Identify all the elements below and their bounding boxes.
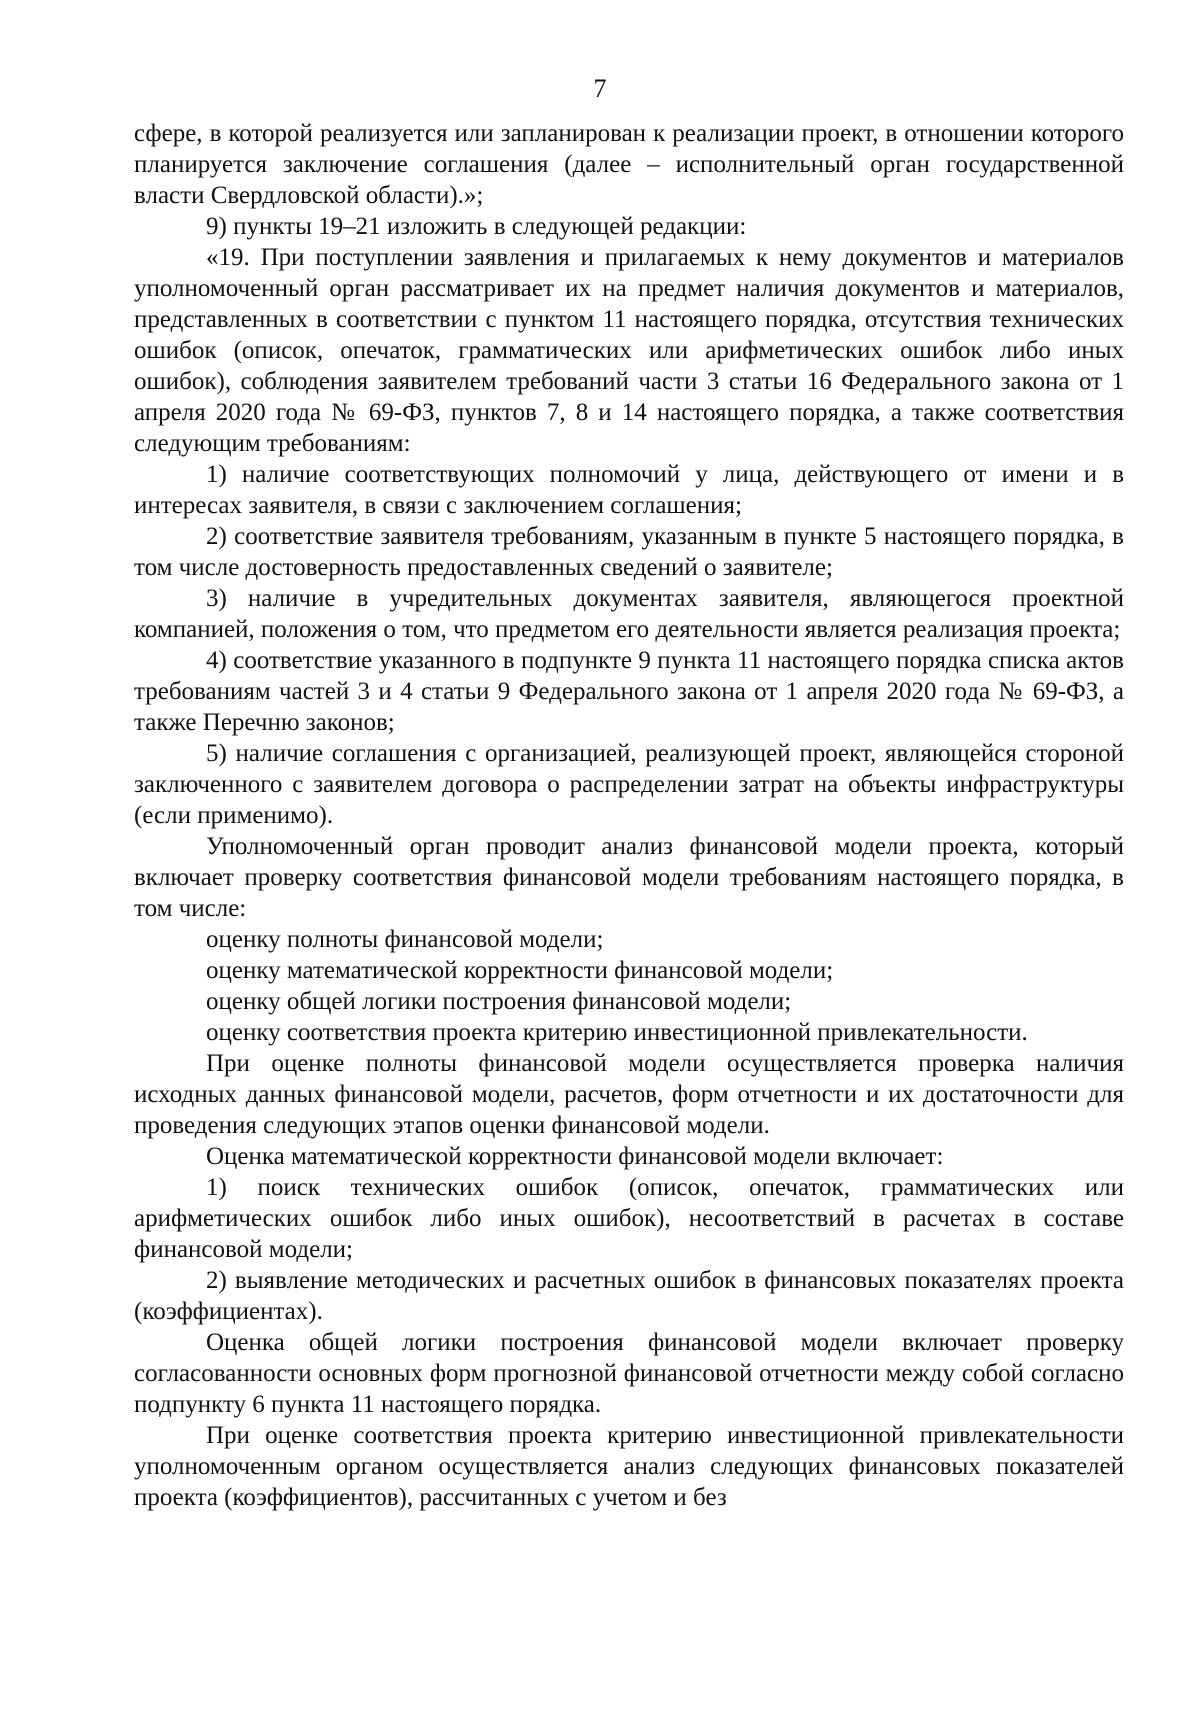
paragraph-item-9: 9) пункты 19–21 изложить в следующей редакции: — [206, 213, 747, 240]
paragraph-list-logic: оценку общей логики построения финансовой модели; — [206, 988, 792, 1015]
paragraph-continuation: сфере, в которой реализуется или запланирован к реализации проект, в отношении которого планируется заключение соглашения (далее – исполнительный орган государственной власти Свердловской области).»; — [134, 120, 1124, 209]
document-body — [134, 118, 1124, 1513]
paragraph-correctness-intro: Оценка математической корректности финансовой модели включает: — [206, 1143, 944, 1170]
paragraph-logic-check: Оценка общей логики построения финансовой модели включает проверку согласованности основных форм прогнозной финансовой отчетности между собой согласно подпункту 6 пункта 11 настоящего порядка. — [134, 1329, 1124, 1418]
page-number: 7 — [593, 74, 607, 103]
paragraph-requirement-1: 1) наличие соответствующих полномочий у лица, действующего от имени и в интересах заявителя, в связи с заключением соглашения; — [134, 461, 1124, 519]
paragraph-list-attractiveness: оценку соответствия проекта критерию инвестиционной привлекательности. — [206, 1019, 1028, 1046]
paragraph-correctness-1: 1) поиск технических ошибок (описок, опечаток, грамматических или арифметических ошибок либо иных ошибок), несоответствий в расчетах в составе финансовой модели; — [134, 1174, 1124, 1263]
paragraph-financial-model-analysis: Уполномоченный орган проводит анализ финансовой модели проекта, который включает проверку соответствия финансовой модели требованиям настоящего порядка, в том числе: — [134, 833, 1124, 922]
paragraph-requirement-2: 2) соответствие заявителя требованиям, указанным в пункте 5 настоящего порядка, в том числе достоверность предоставленных сведений о заявителе; — [134, 523, 1124, 581]
paragraph-attractiveness-check: При оценке соответствия проекта критерию инвестиционной привлекательности уполномоченным органом осуществляется анализ следующих финансовых показателей проекта (коэффициентов), рассчитанных с учетом и без — [134, 1422, 1124, 1511]
paragraph-clause-19: «19. При поступлении заявления и прилагаемых к нему документов и материалов уполномоченный орган рассматривает их на предмет наличия документов и материалов, представленных в соответствии с пунктом 11 настоящего порядка, отсутствия технических ошибок (описок, опечаток, грамматических или арифметических ошибок либо иных ошибок), соблюдения заявителем требований части 3 статьи 16 Федерального закона от 1 апреля 2020 года № 69-ФЗ, пунктов 7, 8 и 14 настоящего порядка, а также соответствия следующим требованиям: — [134, 244, 1124, 457]
paragraph-requirement-4: 4) соответствие указанного в подпункте 9 пункта 11 настоящего порядка списка актов требованиям частей 3 и 4 статьи 9 Федерального закона от 1 апреля 2020 года № 69-ФЗ, а также Перечню законов; — [134, 647, 1124, 736]
paragraph-completeness-check: При оценке полноты финансовой модели осуществляется проверка наличия исходных данных финансовой модели, расчетов, форм отчетности и их достаточности для проведения следующих этапов оценки финансовой модели. — [134, 1050, 1124, 1139]
paragraph-list-correctness: оценку математической корректности финансовой модели; — [206, 957, 834, 984]
paragraph-requirement-3: 3) наличие в учредительных документах заявителя, являющегося проектной компанией, положения о том, что предметом его деятельности является реализация проекта; — [134, 585, 1124, 643]
paragraph-requirement-5: 5) наличие соглашения с организацией, реализующей проект, являющейся стороной заключенного с заявителем договора о распределении затрат на объекты инфраструктуры (если применимо). — [134, 740, 1124, 829]
paragraph-list-completeness: оценку полноты финансовой модели; — [206, 926, 604, 953]
paragraph-correctness-2: 2) выявление методических и расчетных ошибок в финансовых показателях проекта (коэффициентах). — [134, 1267, 1124, 1325]
